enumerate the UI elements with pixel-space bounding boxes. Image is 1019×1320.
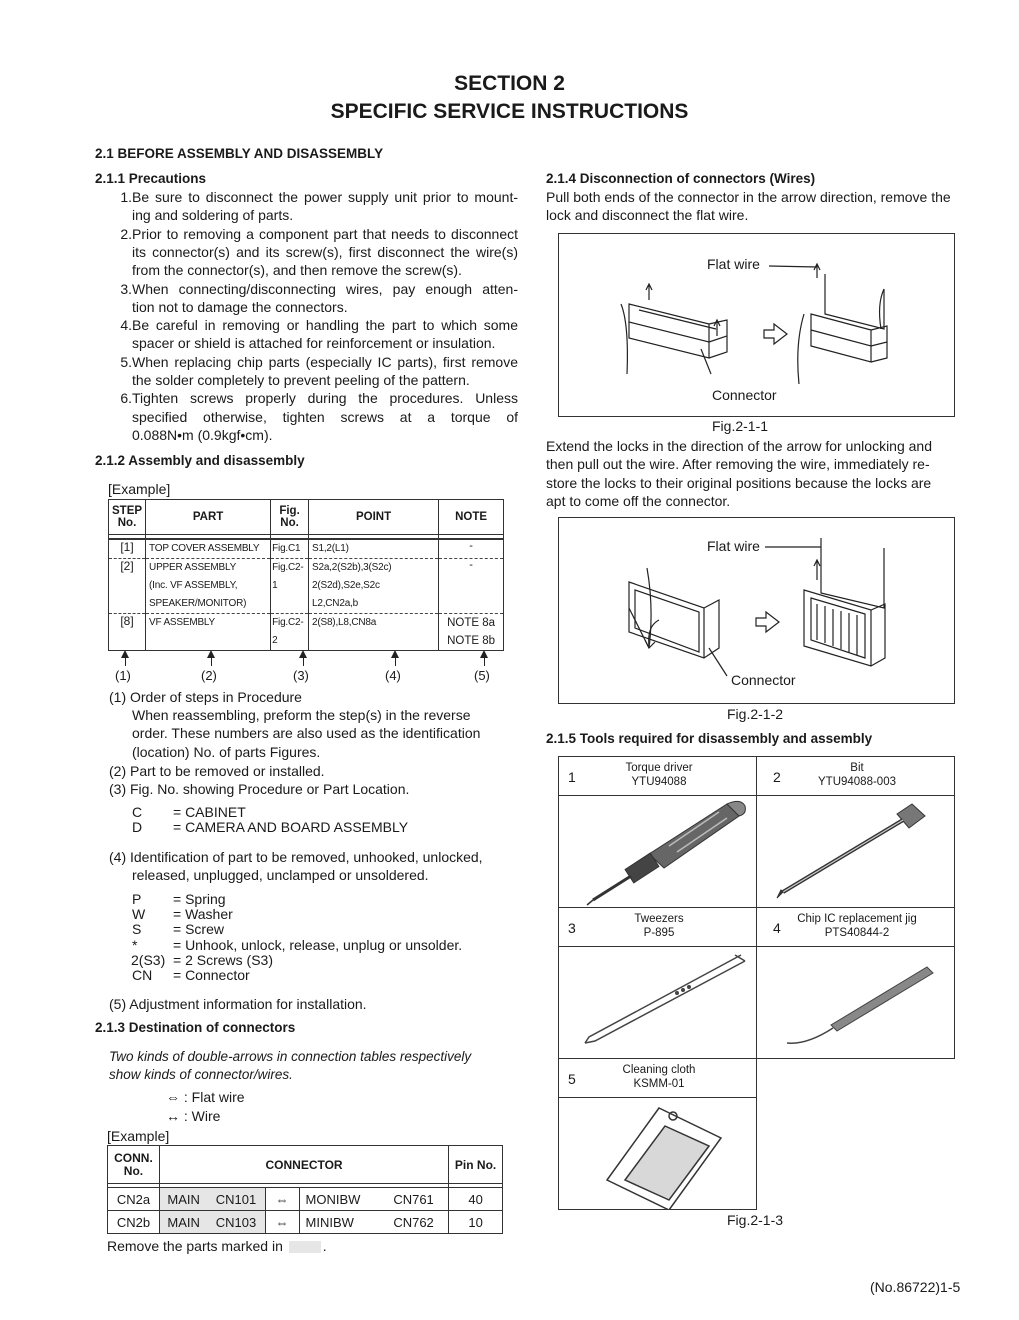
precaution-text: its connector(s) and its screw(s), first disconnect the wire(s) bbox=[132, 243, 518, 260]
disconnect-intro: Pull both ends of the connector in the arrow direction, remove the lock and disconnect the flat wire. bbox=[546, 189, 951, 224]
marker-4: (4) bbox=[385, 668, 401, 683]
heading-2-1-4: 2.1.4 Disconnection of connectors (Wires) bbox=[546, 171, 816, 186]
explanation-2: (2) Part to be removed or installed. bbox=[109, 763, 325, 779]
tool-cell-3: 3 Tweezers P-895 bbox=[558, 907, 757, 1059]
heading-2-1-5: 2.1.5 Tools required for disassembly and assembly bbox=[546, 731, 873, 746]
table-row: CN2b MAIN CN103 ⇔ MINIBW CN762 10 bbox=[108, 1211, 503, 1234]
step-table bbox=[108, 499, 504, 651]
precaution-text: When replacing chip parts (especially IC parts), first remove bbox=[132, 353, 518, 370]
unlock-instructions: Extend the locks in the direction of the arrow for unlocking and then pull out the wire. After removing the wire, immediately re- store the locks to their original positions because the locks are apt to come off the connector. bbox=[546, 438, 932, 509]
tool-cell-2: 2 Bit YTU94088-003 bbox=[756, 756, 955, 908]
label-connector: Connector bbox=[731, 672, 796, 688]
torque-driver-icon bbox=[559, 796, 756, 908]
page-footer: (No.86722)1-5 bbox=[870, 1279, 961, 1295]
example-label-2: [Example] bbox=[107, 1128, 170, 1144]
shade-swatch bbox=[289, 1241, 321, 1253]
figure-2-1-2 bbox=[558, 517, 955, 704]
explanation-3: (3) Fig. No. showing Procedure or Part Location. bbox=[109, 781, 410, 797]
precaution-number: 2. bbox=[120, 225, 132, 242]
heading-2-1-3: 2.1.3 Destination of connectors bbox=[95, 1020, 296, 1035]
connector-note: Two kinds of double-arrows in connection tables respectively show kinds of connector/wires. bbox=[109, 1049, 472, 1083]
explanation-5: (5) Adjustment information for installation. bbox=[109, 996, 367, 1012]
label-connector: Connector bbox=[712, 387, 777, 403]
bit-icon bbox=[757, 796, 954, 908]
marker-1: (1) bbox=[115, 668, 131, 683]
header-point: POINT bbox=[308, 500, 438, 535]
figure-2-1-1 bbox=[558, 233, 955, 417]
precaution-text: When connecting/disconnecting wires, pay enough atten- bbox=[132, 280, 518, 297]
heading-2-1-2: 2.1.2 Assembly and disassembly bbox=[95, 453, 305, 468]
header-pin: Pin No. bbox=[449, 1146, 503, 1184]
header-connector: CONNECTOR bbox=[159, 1146, 448, 1184]
precaution-number: 3. bbox=[120, 280, 132, 297]
precaution-text: the solder completely to prevent peeling of the pattern. bbox=[132, 372, 470, 388]
label-flat-wire: Flat wire bbox=[707, 538, 760, 554]
example-label: [Example] bbox=[108, 481, 171, 497]
tool-cell-4: 4 Chip IC replacement jig PTS40844-2 bbox=[756, 907, 955, 1059]
table-row: [1] TOP COVER ASSEMBLY Fig.C1 S1,2(L1) - bbox=[109, 539, 504, 559]
precaution-number: 1. bbox=[120, 189, 132, 205]
heading-2-1: 2.1 BEFORE ASSEMBLY AND DISASSEMBLY bbox=[95, 146, 384, 161]
explanation-4: (4) Identification of part to be removed, unhooked, unlocked, released, unplugged, unclamped or unsoldered. bbox=[109, 849, 483, 884]
point-codes: P = Spring W = Washer S = Screw * = Unhook, unlock, release, unplug or unsolder. 2(S3) = 2 Screws (S3) CN = Connector bbox=[131, 891, 463, 984]
section-title: SECTION 2 bbox=[454, 72, 565, 95]
marker-5: (5) bbox=[474, 668, 490, 683]
header-part: PART bbox=[146, 500, 271, 535]
header-step: STEP No. bbox=[109, 500, 146, 535]
precaution-number: 5. bbox=[120, 353, 132, 370]
cleaning-cloth-icon bbox=[559, 1098, 756, 1210]
marker-2: (2) bbox=[201, 668, 217, 683]
precaution-text: from the connector(s), and then remove the screw(s). bbox=[132, 262, 462, 279]
precaution-text: spacer or shield is attached for reinforcement or insulation. bbox=[132, 335, 496, 352]
precautions-list bbox=[112, 188, 518, 448]
figure-caption-2-1-2: Fig.2-1-2 bbox=[727, 706, 784, 722]
explanation-1: (1) Order of steps in Procedure bbox=[109, 689, 302, 705]
precaution-text: Be sure to disconnect the power supply unit prior to mount- bbox=[132, 189, 518, 205]
fig-codes: C = CABINET D = CAMERA AND BOARD ASSEMBLY bbox=[132, 804, 409, 835]
precaution-text: tion not to damage the connectors. bbox=[132, 298, 348, 315]
figure-caption-2-1-1: Fig.2-1-1 bbox=[712, 418, 769, 434]
precaution-number: 4. bbox=[120, 317, 132, 334]
header-conn-no: CONN. No. bbox=[108, 1146, 160, 1184]
wire-legend: ↔ : Wire bbox=[166, 1108, 221, 1124]
figure-caption-2-1-3: Fig.2-1-3 bbox=[727, 1212, 784, 1228]
tweezers-icon bbox=[559, 947, 756, 1059]
header-note: NOTE bbox=[439, 500, 504, 535]
precaution-number: 6. bbox=[120, 390, 132, 407]
flat-wire-legend: ⇔ : Flat wire bbox=[166, 1089, 245, 1105]
table-row: [8] VF ASSEMBLY Fig.C2-2 2(S8),L8,CN8a NOTE 8a NOTE 8b bbox=[109, 613, 504, 650]
tool-cell-1: 1 Torque driver YTU94088 bbox=[558, 756, 757, 908]
precaution-text: Be careful in removing or handling the part to which some bbox=[132, 317, 518, 334]
precaution-text: Tighten screws properly during the procedures. Unless bbox=[132, 390, 518, 407]
tool-cell-5: 5 Cleaning cloth KSMM-01 bbox=[558, 1058, 757, 1210]
table-row: CN2a MAIN CN101 ⇔ MONIBW CN761 40 bbox=[108, 1188, 503, 1211]
precaution-text: 0.088N•m (0.9kgf•cm). bbox=[132, 426, 273, 443]
ic-jig-icon bbox=[757, 947, 954, 1059]
precaution-text: Prior to removing a component part that needs to disconnect bbox=[132, 225, 518, 242]
precaution-text: ing and soldering of parts. bbox=[132, 207, 294, 224]
tools-grid bbox=[558, 756, 955, 1210]
remove-note: Remove the parts marked in . bbox=[107, 1238, 327, 1254]
label-flat-wire: Flat wire bbox=[707, 256, 760, 272]
header-fig: Fig. No. bbox=[271, 500, 309, 535]
connector-table bbox=[107, 1145, 503, 1234]
table-row: [2] UPPER ASSEMBLY (Inc. VF ASSEMBLY, SPEAKER/MONITOR) Fig.C2-1 S2a,2(S2b),3(S2c) 2(S2d),S2e,S2c L2,CN2a,b - bbox=[109, 558, 504, 613]
section-subtitle: SPECIFIC SERVICE INSTRUCTIONS bbox=[330, 100, 689, 123]
marker-3: (3) bbox=[293, 668, 309, 683]
heading-2-1-1: 2.1.1 Precautions bbox=[95, 171, 207, 186]
explanation-1-detail: When reassembling, preform the step(s) in the reverse order. These numbers are also used as the identification (location) No. of parts Figures. bbox=[132, 707, 481, 760]
precaution-text: specified otherwise, tighten screws at a torque of bbox=[132, 408, 518, 425]
